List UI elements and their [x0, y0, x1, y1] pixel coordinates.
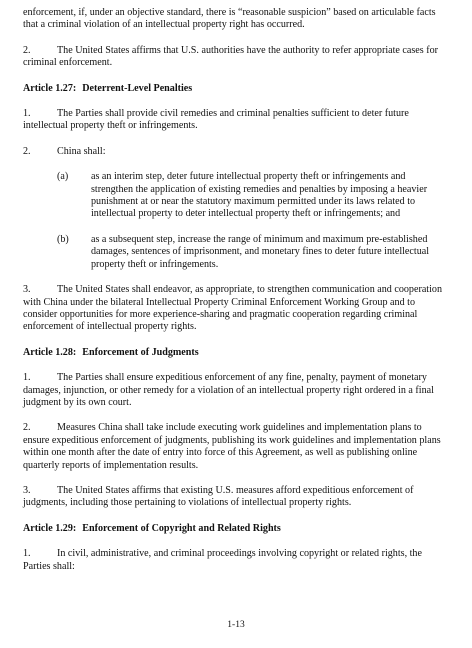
paragraph-1-28-1	[23, 372, 450, 409]
paragraph-text: The United States shall endeavor, as appropriate, to strengthen communication and cooperation with China under the bilateral Intellectual Property Criminal Enforcement Working Group and to consider opportunities for more experience-sharing and pragmatic cooperation regarding criminal enforcement of intellectual property rights.	[23, 284, 443, 333]
article-heading-1-28	[23, 347, 450, 359]
paragraph-text: The Parties shall provide civil remedies and criminal penalties sufficient to deter future intellectual property theft or infringements.	[23, 108, 409, 132]
paragraph-1-27-2	[23, 146, 450, 158]
paragraph-text: The United States affirms that existing U.S. measures afford expeditious enforcement of judgments, including those pertaining to violations of intellectual property rights.	[23, 484, 414, 509]
paragraph-1-27-3	[23, 284, 450, 334]
paragraph-text: Measures China shall take include executing work guidelines and implementation plans to ensure expeditious enforcement of judgments, publishing its work guidelines and implementation plans within one month after the date of entry into force of this Agreement, as well as publishing online quarterly reports of implementation results.	[23, 422, 441, 471]
article-number: Article 1.28:	[23, 346, 77, 358]
paragraph-1-29-1	[23, 548, 450, 573]
paragraph-number: 1.	[23, 548, 31, 560]
subparagraph-1-27-2-b	[57, 234, 450, 271]
paragraph-1-27-1	[23, 108, 450, 133]
paragraph-number: 1.	[23, 108, 31, 120]
paragraph-1-28-3	[23, 485, 450, 510]
paragraph-1-26-2	[23, 45, 450, 70]
paragraph-number: 1.	[23, 372, 31, 384]
subparagraph-letter: (a)	[57, 171, 69, 183]
paragraph-text: The Parties shall ensure expeditious enforcement of any fine, penalty, payment of monetary damages, injunction, or other remedy for a violation of an intellectual property right ordered in a final judgment by its own court.	[23, 372, 434, 408]
paragraph-continuation	[23, 7, 450, 32]
subparagraph-letter: (b)	[57, 233, 69, 245]
article-title: Enforcement of Judgments	[82, 346, 199, 358]
article-number: Article 1.29:	[23, 522, 77, 534]
document-body	[23, 7, 450, 586]
article-heading-1-29	[23, 523, 450, 535]
article-title: Deterrent-Level Penalties	[82, 82, 193, 94]
article-number: Article 1.27:	[23, 82, 77, 94]
paragraph-text: enforcement, if, under an objective standard, there is “reasonable suspicion” based on articulable facts that a criminal violation of an intellectual property right has occurred.	[23, 7, 436, 31]
paragraph-text: The United States affirms that U.S. authorities have the authority to refer appropriate cases for criminal enforcement.	[23, 44, 439, 69]
paragraph-number: 3.	[23, 484, 31, 496]
subparagraph-text: as an interim step, deter future intellectual property theft or infringements and strengthen the application of existing remedies and penalties by imposing a heavier punishment at or near the statutory maximum permitted under its laws related to intellectual property to deter intellectual property theft or infringements; and	[91, 171, 428, 220]
paragraph-1-28-2	[23, 422, 450, 472]
paragraph-text: China shall:	[57, 145, 106, 157]
paragraph-number: 2.	[23, 422, 31, 434]
paragraph-number: 3.	[23, 284, 31, 296]
paragraph-text: In civil, administrative, and criminal proceedings involving copyright or related rights, the Parties shall:	[23, 548, 422, 572]
subparagraph-text: as a subsequent step, increase the range of minimum and maximum pre-established damages, sentences of imprisonment, and monetary fines to deter future intellectual property theft or infringements.	[91, 233, 430, 270]
page-number: 1-13	[227, 620, 245, 630]
subparagraph-1-27-2-a	[57, 171, 450, 221]
article-heading-1-27	[23, 83, 450, 95]
article-title: Enforcement of Copyright and Related Rights	[82, 522, 281, 534]
paragraph-number: 2.	[23, 145, 31, 157]
paragraph-number: 2.	[23, 44, 31, 56]
